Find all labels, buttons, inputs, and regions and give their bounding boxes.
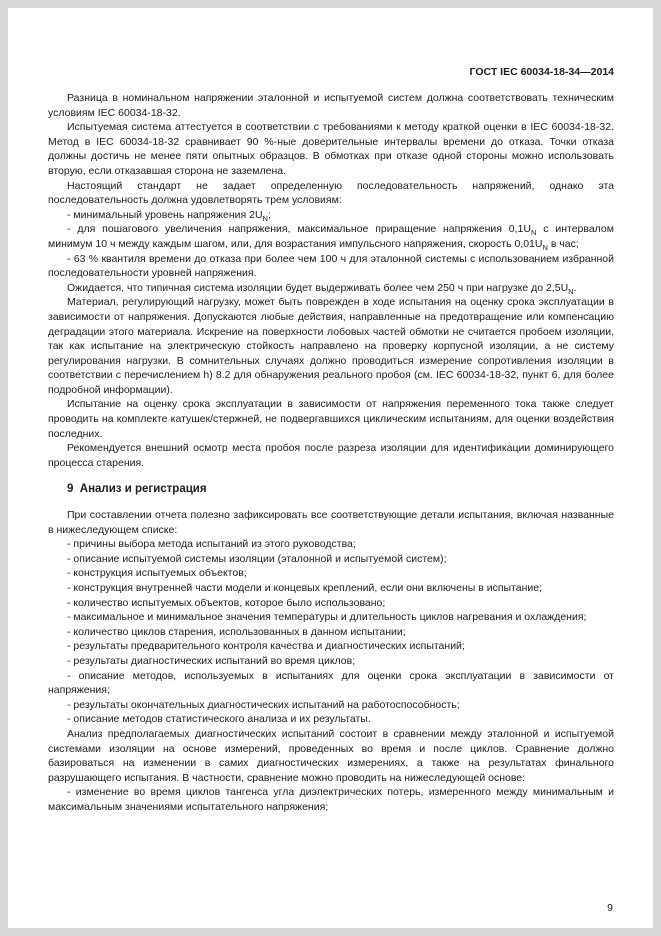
list-item: - описание методов, используемых в испытаниях для оценки срока эксплуатации в зависимости от напряжения;: [48, 669, 614, 697]
list-item: - результаты диагностических испытаний во время циклов;: [67, 654, 356, 667]
list-item: - описание методов статистического анализа и их результаты.: [67, 713, 371, 726]
list-item: - причины выбора метода испытаний из этого руководства;: [67, 538, 356, 551]
document-content: [48, 91, 614, 815]
paragraph: Испытуемая система аттестуется в соответствии с требованиями к методу краткой оценки в IEC 60034-18-32. Метод в IEC 60034-18-32 сравнивает 90 %-ные доверительные интервалы времени до отказа. Точки отказа должны достичь не менее пяти опытных образцов. В обмотках при отказе одной стороны можно использовать вторую, если отказавшая сторона не заземлена.: [48, 121, 614, 177]
list-item: - количество испытуемых объектов, которое было использовано;: [67, 596, 386, 609]
paragraph: Испытание на оценку срока эксплуатации в зависимости от напряжения переменного тока также следует проводить на комплекте катушек/стержней, не подвергавшихся циклическим испытаниям, для оценки воздействия последних.: [48, 398, 614, 440]
list-item: - максимальное и минимальное значения температуры и длительность циклов нагревания и охлаждения;: [67, 611, 587, 624]
paragraph: Настоящий стандарт не задает определенную последовательность напряжений, однако эта последовательность должна удовлетворять трем условиям:: [48, 179, 614, 207]
section-heading: 9 Анализ и регистрация: [67, 483, 207, 496]
document-page: [8, 8, 653, 928]
list-item: - 63 % квантиля времени до отказа при более чем 100 ч для эталонной системы с использованием избранной последовательности уровней напряжения.: [48, 252, 614, 280]
list-item: - результаты окончательных диагностических испытаний на работоспособность;: [67, 698, 460, 711]
list-item: - количество циклов старения, использованных в данном испытании;: [67, 625, 406, 638]
list-item: - для пошагового увеличения напряжения, максимальное приращение напряжения $0,1U_N$ с интервалом минимум 10 ч между каждым шагом, или, для возрастания импульсного напряжения, скорость $0,01U_N$ в час;: [48, 223, 614, 253]
paragraph: Разница в номинальном напряжении эталонной и испытуемой систем должна соответствовать техническим условиям IEC 60034-18-32.: [48, 92, 614, 119]
page-number: 9: [607, 902, 613, 914]
paragraph: Рекомендуется внешний осмотр места пробоя после разреза изоляции для идентификации доминирующего процесса старения.: [48, 442, 614, 469]
paragraph: Ожидается, что типичная система изоляции будет выдерживать более чем 250 ч при нагрузке до $2,5U_N$.: [67, 281, 577, 296]
list-item: - конструкция внутренней части модели и концевых креплений, если они включены в испытание;: [67, 582, 543, 594]
paragraph: Материал, регулирующий нагрузку, может быть поврежден в ходе испытания на оценку срока эксплуатации в зависимости от напряжения. Допускаются любые действия, направленные на предотвращение или компенсацию деградации этого материала. Искрение на поверхности лобовых частей обмотки не считается пробоем изоляции, так как испытание на электрическую стойкость направлено на проверку корпусной изоляции, а не систему регулирования нагрузки. В сомнительных случаях должно проводиться измерение сопротивления изоляции в соответствии с перечислением h) 8.2 для обнаружения реального пробоя (см. IEC 60034-18-32, пункт 6, для более подробной информации).: [48, 296, 614, 396]
running-header: ГОСТ IEC 60034-18-34—2014: [469, 66, 614, 78]
paragraph: При составлении отчета полезно зафиксировать все соответствующие детали испытания, включая названные в нижеследующем списке:: [48, 509, 614, 536]
list-item: - конструкция испытуемых объектов;: [67, 567, 247, 580]
list-item: - результаты предварительного контроля качества и диагностических испытаний;: [67, 640, 465, 653]
list-item: - описание испытуемой системы изоляции (эталонной и испытуемой систем);: [67, 552, 447, 565]
list-item: - минимальный уровень напряжения $2U_N$;: [67, 208, 271, 223]
list-item: - изменение во время циклов тангенса угла диэлектрических потерь, измеренного между минимальным и максимальным значениями испытательного напряжения;: [48, 786, 614, 813]
paragraph: Анализ предполагаемых диагностических испытаний состоит в сравнении между эталонной и испытуемой системами изоляции на основе измерений, проведенных во время и после циклов. Сравнение должно базироваться на изменении в самих диагностических измерениях, а также на результатах финального разрушающего испытания. В частности, сравнение можно проводить на нижеследующей основе:: [48, 727, 614, 784]
